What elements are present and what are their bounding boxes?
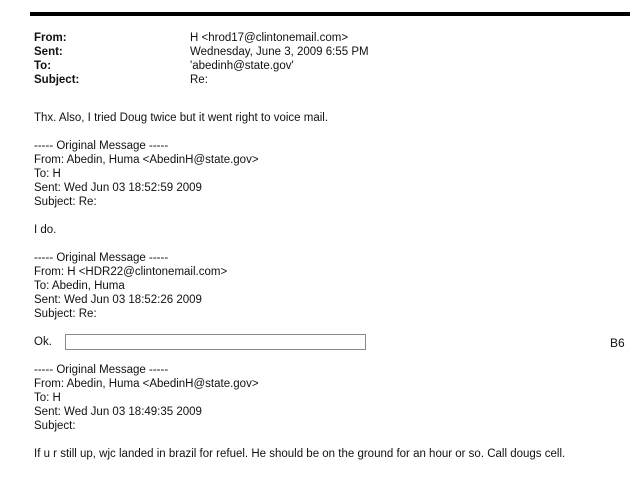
original-message-subject: Subject: xyxy=(34,420,76,432)
subject-label: Subject: xyxy=(34,74,80,86)
original-message-to: To: H xyxy=(34,392,61,404)
original-message-from: From: H <HDR22@clintonemail.com> xyxy=(34,266,228,278)
original-message-separator: ----- Original Message ----- xyxy=(34,140,169,152)
original-message-to: To: Abedin, Huma xyxy=(34,280,125,292)
sent-value: Wednesday, June 3, 2009 6:55 PM xyxy=(190,46,369,58)
original-message-body: I do. xyxy=(34,224,57,236)
original-message-sent: Sent: Wed Jun 03 18:49:35 2009 xyxy=(34,406,202,418)
original-message-separator: ----- Original Message ----- xyxy=(34,252,169,264)
original-message-from: From: Abedin, Huma <AbedinH@state.gov> xyxy=(34,378,259,390)
redaction-code: B6 xyxy=(610,336,625,350)
original-message-body: Ok. xyxy=(34,336,52,348)
to-label: To: xyxy=(34,60,52,72)
subject-value: Re: xyxy=(190,74,208,86)
from-value: H <hrod17@clintonemail.com> xyxy=(190,32,349,44)
original-message-sent: Sent: Wed Jun 03 18:52:26 2009 xyxy=(34,294,202,306)
redaction-box xyxy=(65,334,366,350)
sent-label: Sent: xyxy=(34,46,63,58)
original-message-subject: Subject: Re: xyxy=(34,308,97,320)
original-message-subject: Subject: Re: xyxy=(34,196,97,208)
original-message-sent: Sent: Wed Jun 03 18:52:59 2009 xyxy=(34,182,202,194)
original-message-body: If u r still up, wjc landed in brazil for refuel. He should be on the ground for an hour or so. Call dougs cell. xyxy=(34,448,566,460)
header-rule xyxy=(30,12,630,16)
message-body: Thx. Also, I tried Doug twice but it went right to voice mail. xyxy=(34,112,329,124)
from-label: From: xyxy=(34,32,67,44)
original-message-from: From: Abedin, Huma <AbedinH@state.gov> xyxy=(34,154,259,166)
original-message-separator: ----- Original Message ----- xyxy=(34,364,169,376)
original-message-to: To: H xyxy=(34,168,61,180)
to-value: 'abedinh@state.gov' xyxy=(190,60,294,72)
